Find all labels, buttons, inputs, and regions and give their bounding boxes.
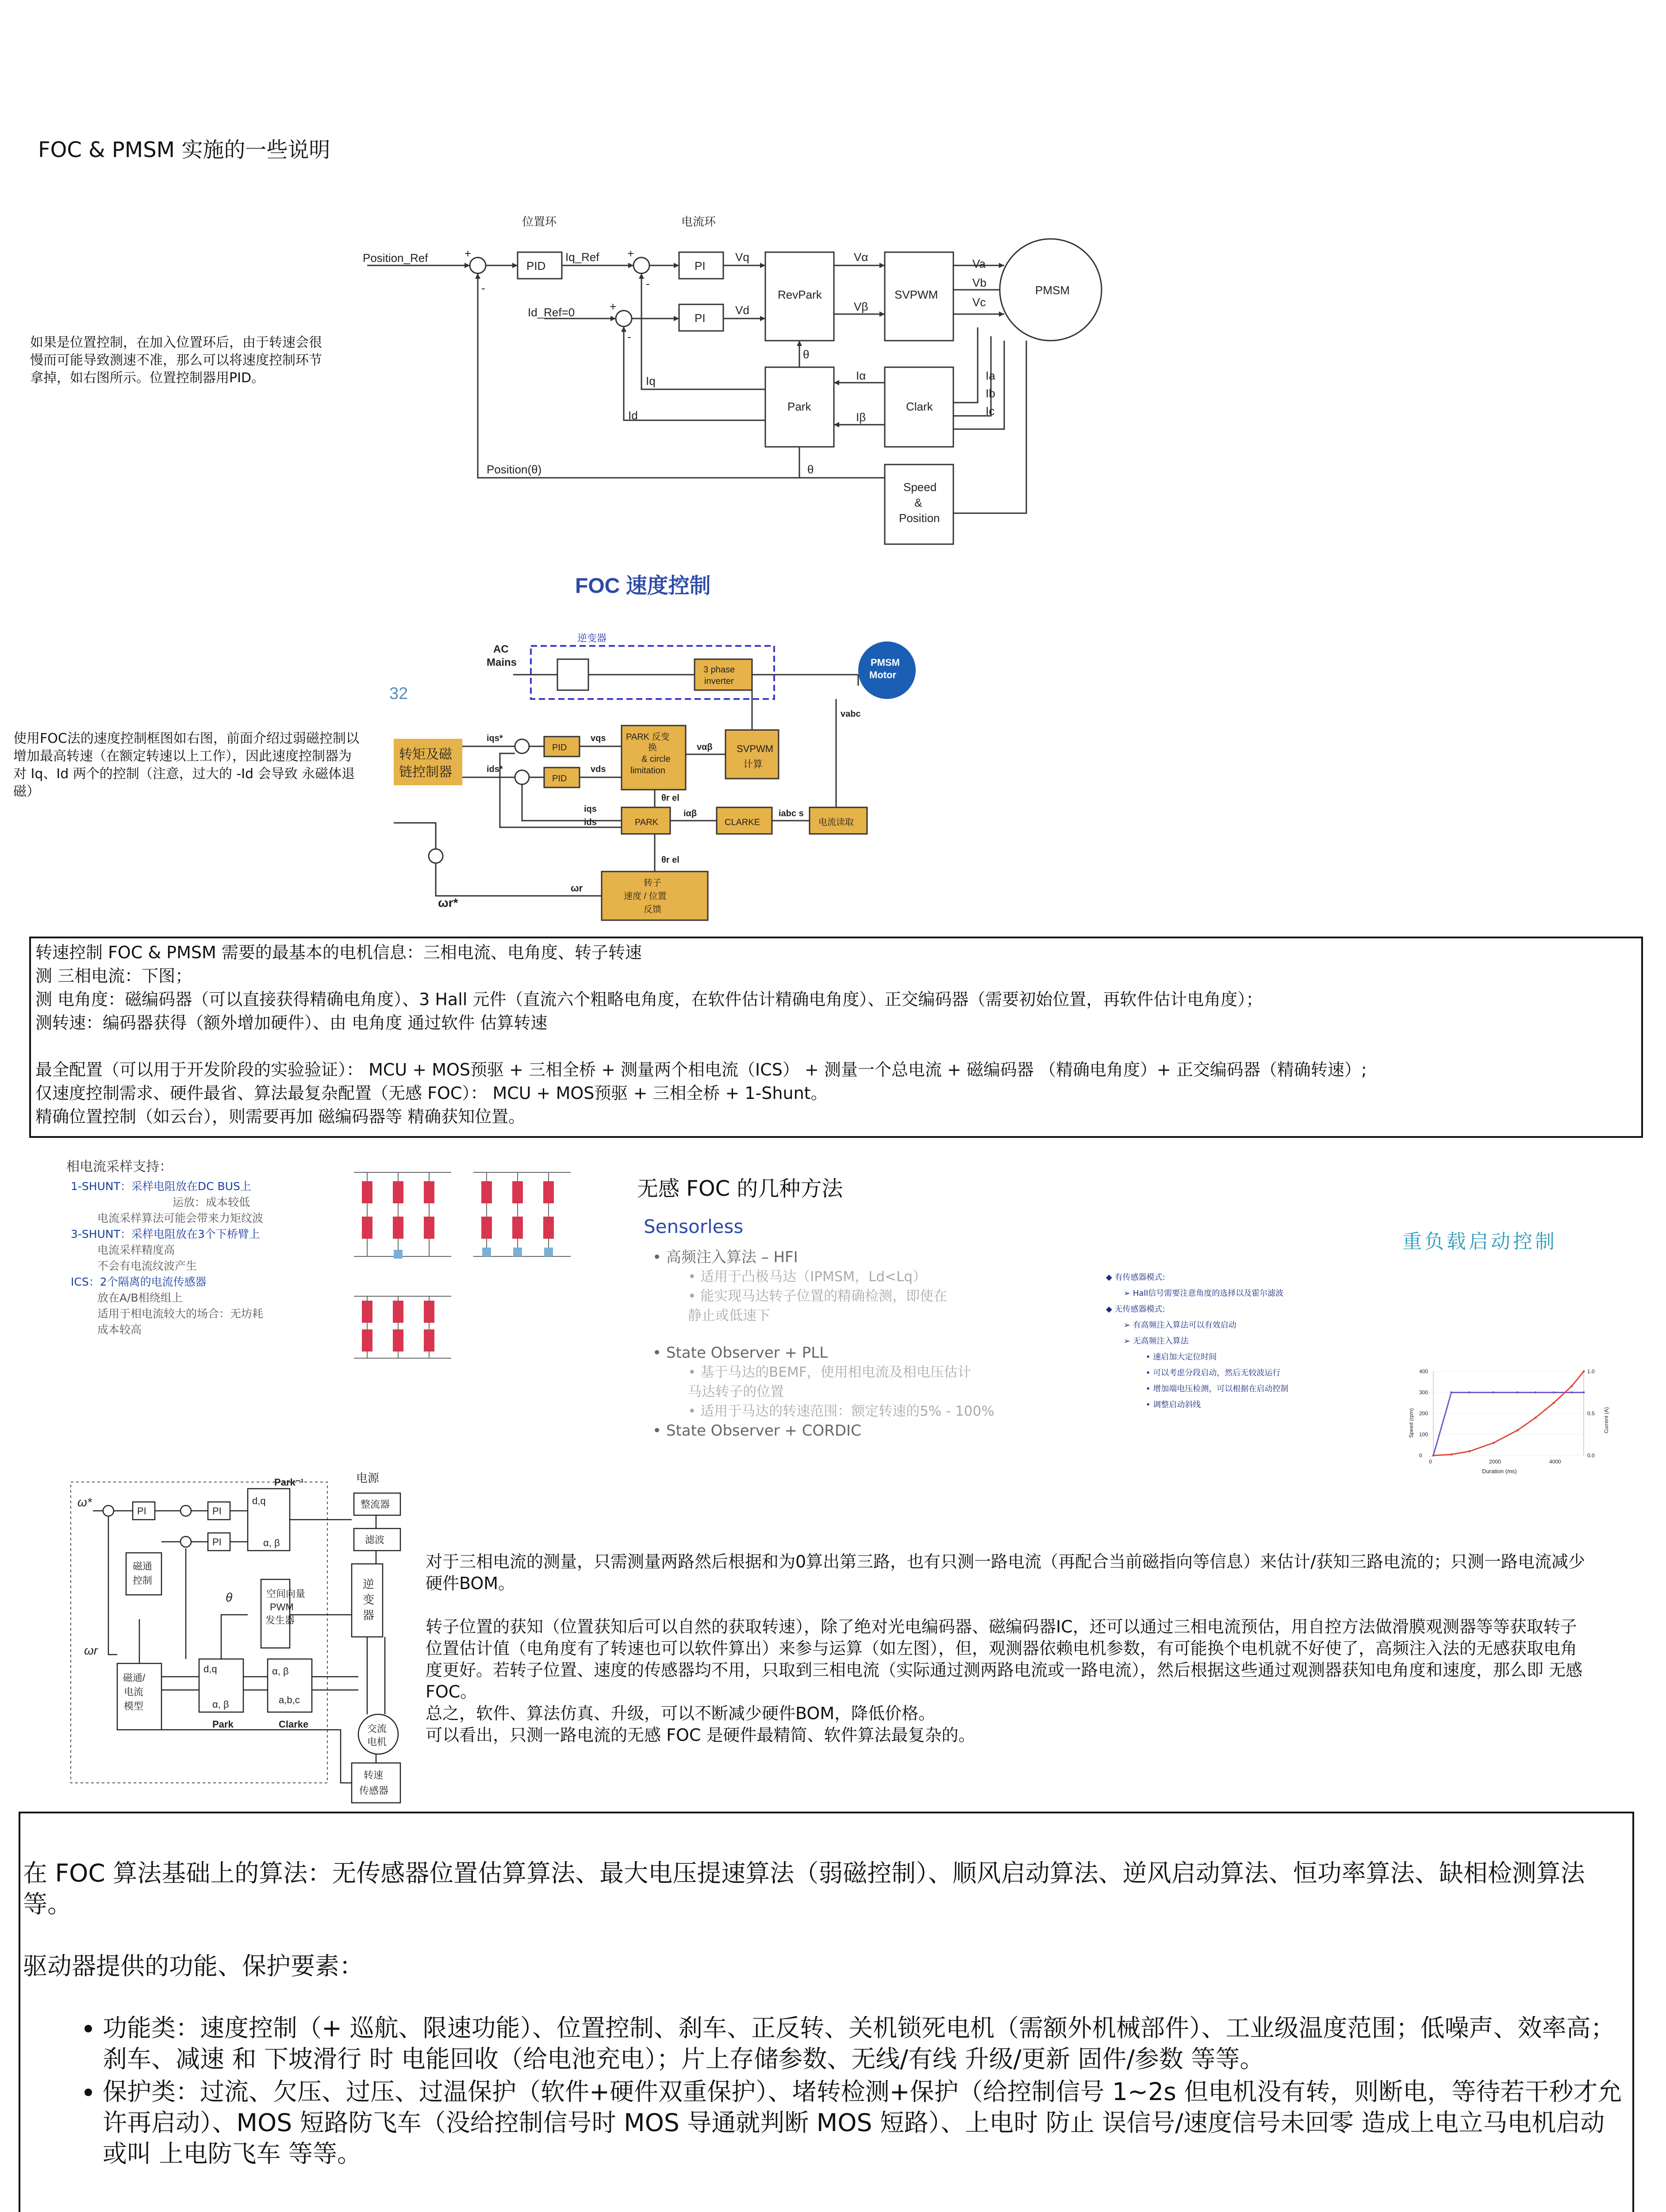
chart-point: [1516, 1391, 1519, 1394]
chart-point: [1535, 1417, 1537, 1419]
label-i-beta: Iβ: [856, 411, 866, 424]
label-iq-ref: Iq_Ref: [565, 250, 599, 264]
heavy-load-title: 重负载启动控制: [1402, 1230, 1557, 1253]
box-svpwm-2: PWM: [270, 1601, 294, 1613]
rotor-fb-3: 反馈: [644, 905, 661, 914]
heavy-line-1: ➢ Hall信号需要注意角度的选择以及霍尔滤波: [1124, 1289, 1284, 1298]
label-abc: a,b,c: [279, 1694, 300, 1705]
label-ids-star: ids*: [487, 764, 503, 774]
sensorless-heading: 无感 FOC 的几种方法: [637, 1176, 843, 1201]
label-i-ab: iαβ: [683, 809, 697, 818]
sign-minus-3: -: [627, 330, 631, 343]
para3-line-4: 可以看出，只测一路电流的无感 FOC 是硬件最精简、软件算法最复杂的。: [426, 1725, 975, 1745]
logo-stub: 32: [389, 684, 408, 703]
box-revpark: RevPark: [778, 288, 822, 301]
pmsm-motor: PMSM: [1035, 284, 1070, 297]
motor-control-block-diagram: [66, 1469, 411, 1796]
box-pid-q: PID: [552, 743, 567, 753]
chart-ylabel-left: Speed (rpm): [1408, 1408, 1414, 1438]
box-pi-3: PI: [212, 1536, 222, 1548]
chart-point: [1468, 1391, 1470, 1394]
sign-plus-2: +: [627, 247, 634, 260]
label-omega-r-star: ωr*: [438, 896, 458, 910]
sampling-item-8: 适用于相电流较大的场合：无坊耗: [97, 1307, 264, 1320]
sampling-item-6: ICS：2个隔离的电流传感器: [71, 1275, 207, 1288]
chart-point: [1553, 1402, 1555, 1404]
speed-sensor-1: 转速: [364, 1770, 384, 1781]
heavy-line-0: ◆ 有传感器模式:: [1106, 1273, 1165, 1282]
box-park-inv-1: PARK 反变: [626, 732, 670, 742]
box1-line-2: 测 电角度：磁编码器（可以直接获得精确电角度）、3 Hall 元件（直流六个粗略电角度，在软件估计精确电角度）、正交编码器（需要初始位置，再软件估计电角度）；: [35, 990, 1263, 1009]
sampling-item-4: 电流采样精度高: [97, 1244, 175, 1256]
box-3phase-1: 3 phase: [703, 665, 735, 675]
label-theta: θ: [803, 348, 810, 361]
heavy-load-list: [1106, 1270, 1371, 1413]
label-ab-3: α, β: [272, 1666, 289, 1677]
label-omega: ω*: [77, 1495, 92, 1509]
pmsm-motor-1: PMSM: [871, 657, 900, 668]
box1-line-6: 仅速度控制需求、硬件最省、算法最复杂配置（无感 FOC）： MCU + MOS预驱 + 三相全桥 + 1-Shunt。: [35, 1083, 828, 1103]
startup-chart: [1407, 1363, 1615, 1478]
box-park: Park: [787, 400, 811, 413]
box-park-inv-3: & circle: [641, 754, 671, 764]
box-park: PARK: [635, 818, 658, 827]
box-flux-model-1: 磁通/: [123, 1672, 146, 1683]
label-park-inv: Park⁻¹: [274, 1477, 304, 1488]
box2-bullet-functions: • 功能类：速度控制（+ 巡航、限速功能）、位置控制、刹车、正反转、关机锁死电机（需额外机械部件）、工业级温度范围；低噪声、效率高；刹车、减速 和 下坡滑行 时 电能回收（给电池充电）；片上存储参数、无线/有线 升级/更新 固件/参数 等等。: [103, 2012, 1630, 2074]
box-speed-1: Speed: [903, 480, 937, 494]
label-ib: Ib: [986, 387, 995, 400]
label-vq: Vq: [735, 250, 749, 264]
label-clarke: Clarke: [279, 1719, 309, 1730]
box-svpwm-2: 计算: [743, 759, 763, 770]
heavy-line-3: ➢ 有高频注入算法可以有效启动: [1124, 1321, 1236, 1330]
label-theta-el-2: θr el: [661, 855, 679, 865]
label-iabcs: iabc s: [779, 809, 804, 818]
sampling-item-2: 电流采样算法可能会带来力矩纹波: [97, 1212, 264, 1225]
chart-x-tick: 2000: [1489, 1459, 1501, 1465]
box1-line-7: 精确位置控制（如云台），则需要再加 磁编码器等 精确获知位置。: [35, 1107, 526, 1126]
chart-y-tick-left: 300: [1419, 1389, 1428, 1396]
sampling-panel: [66, 1159, 341, 1338]
box-3phase-2: inverter: [704, 676, 734, 686]
shunt-bridge-schematics: [349, 1168, 580, 1363]
page-title: FOC & PMSM 实施的一些说明: [38, 138, 330, 162]
box2-bullet-protection: • 保护类：过流、欠压、过压、过温保护（软件+硬件双重保护）、堵转检测+保护（给控制信号 1~2s 但电机没有转，则断电，等待若干秒才允许再启动）、MOS 短路防飞车（没给控制信号时 MOS 导通就判断 MOS 短路）、上电时 防止 误信号/速度信号未回零 造成上电立马电机启动 或叫 上电防飞车 等等。: [103, 2076, 1630, 2169]
chart-y-tick-right: 0.0: [1587, 1452, 1595, 1459]
sensorless-item-3: • State Observer + PLL: [653, 1344, 828, 1362]
sign-minus-1: -: [481, 281, 485, 295]
label-theta-el: θr el: [661, 793, 679, 803]
chart-point: [1468, 1450, 1470, 1452]
label-ids: ids: [584, 818, 597, 827]
box-svpwm-1: SVPWM: [737, 743, 774, 754]
sensorless-item-1: • 适用于凸极马达（IPMSM，Ld<Lq）: [688, 1269, 927, 1285]
box-park-inv-4: limitation: [630, 766, 665, 776]
sampling-item-0: 1-SHUNT：采样电阻放在DC BUS上: [71, 1180, 251, 1193]
chart-point: [1570, 1391, 1573, 1394]
heavy-line-6: • 可以考虑分段启动，然后无较波运行: [1146, 1368, 1281, 1378]
chart-point: [1553, 1391, 1555, 1394]
heavy-line-5: • 速启加大定位时间: [1146, 1352, 1217, 1362]
basic-info-box: [29, 937, 1643, 1138]
pmsm-motor-2: Motor: [869, 669, 897, 680]
foc-speed-control-diagram: [389, 571, 929, 925]
box-pid-d: PID: [552, 774, 567, 783]
box-pi-d: PI: [695, 311, 706, 325]
chart-point: [1432, 1455, 1435, 1457]
sampling-title: 相电流采样支持：: [66, 1159, 173, 1175]
label-position-theta: Position(θ): [487, 463, 542, 476]
sign-plus-3: +: [610, 300, 617, 313]
sign-plus-1: +: [464, 247, 472, 260]
box-svpwm: SVPWM: [894, 288, 938, 301]
box-pi-q: PI: [695, 259, 706, 273]
chart-point: [1583, 1371, 1585, 1373]
box-current-read: 电流读取: [818, 818, 854, 827]
label-current-loop: 电流环: [681, 215, 716, 228]
box-inverter-3: 器: [363, 1609, 375, 1622]
box-speed-2: &: [914, 496, 922, 509]
sensorless-item-2: • 能实现马达转子位置的精确检测，即使在 静止或低速下: [688, 1288, 948, 1324]
chart-point: [1493, 1442, 1495, 1444]
sensorless-list: [653, 1248, 1095, 1440]
label-vb: Vb: [972, 276, 987, 289]
label-iqs-star: iqs*: [487, 733, 503, 743]
heavy-line-8: • 调整启动斜线: [1146, 1400, 1201, 1409]
sampling-item-7: 放在A/B相绕组上: [97, 1291, 183, 1304]
chart-ylabel-right: Current (A): [1603, 1407, 1609, 1433]
note-foc-speed: 使用FOC法的速度控制框图如右图，前面介绍过弱磁控制以增加最高转速（在额定转速以上工作），因此速度控制器为对 Iq、Id 两个的控制（注意，过大的 -Id 会导致 永磁体退磁）: [13, 731, 359, 799]
label-vd: Vd: [735, 303, 749, 317]
algorithms-box: [19, 1812, 1634, 2212]
chart-point: [1450, 1391, 1452, 1394]
para3-line-0: 对于三相电流的测量，只需测量两路然后根据和为0算出第三路，也有只测一路电流（再配合当前磁指向等信息）来估计/获知三路电流的；只测一路电流减少硬件BOM。: [426, 1552, 1585, 1593]
box-pid: PID: [526, 259, 546, 273]
label-vqs: vqs: [591, 733, 606, 743]
box-inverter-2: 变: [363, 1593, 375, 1606]
label-park: Park: [212, 1719, 234, 1730]
chart-xlabel: Duration (ms): [1482, 1468, 1517, 1475]
box-svpwm-3: 发生器: [265, 1615, 295, 1626]
chart-point: [1516, 1429, 1519, 1432]
label-id-ref: Id_Ref=0: [528, 306, 575, 319]
box-flux-ctrl-2: 控制: [133, 1575, 153, 1586]
box1-gap: [35, 1035, 1637, 1058]
label-v-beta: Vβ: [854, 300, 868, 313]
box-filter: 滤波: [365, 1534, 385, 1545]
measurement-notes: [426, 1551, 1593, 1746]
label-power: 电源: [356, 1471, 380, 1485]
rotor-fb-2: 速度 / 位置: [624, 891, 667, 901]
sensorless-item-5: • 适用于马达的转速范围：额定转速的5% - 100%: [688, 1403, 994, 1419]
sampling-item-5: 不会有电流纹波产生: [97, 1260, 197, 1272]
box-rectifier: 整流器: [361, 1499, 390, 1510]
diagram-title: FOC 速度控制: [575, 574, 711, 598]
para3-line-2: 转子位置的获知（位置获知后可以自然的获取转速），除了绝对光电编码器、磁编码器IC，还可以通过三相电流预估，用自控方法做滑膜观测器等等获取转子位置估计值（电角度有了转速也可以软件算出）来参与运算（如左图），但，观测器依赖电机参数，有可能换个电机就不好使了，高频注入法的无感获取电角度更好。若转子位置、速度的传感器均不用，只取到三相电流（实际通过测两路电流或一路电流），然后根据这些通过观测器获知电角度和速度，那么即 无感 FOC。: [426, 1617, 1583, 1701]
sensorless-sub: Sensorless: [644, 1216, 744, 1237]
box-pi-2: PI: [212, 1505, 222, 1517]
chart-point: [1583, 1391, 1585, 1394]
torque-ctrl-2: 链控制器: [399, 765, 452, 780]
sampling-item-9: 成本较高: [97, 1323, 142, 1336]
chart-y-tick-right: 0.5: [1587, 1410, 1595, 1417]
box-speed-3: Position: [899, 511, 940, 525]
box1-line-3: 测转速：编码器获得（额外增加硬件）、由 电角度 通过软件 估算转速: [35, 1013, 548, 1033]
label-inverter: 逆变器: [577, 633, 607, 644]
motor-1: 交流: [367, 1723, 387, 1734]
heavy-line-2: ◆ 无传感器模式:: [1106, 1305, 1165, 1314]
label-ab-2: α, β: [212, 1699, 229, 1710]
label-v-alpha: Vα: [854, 250, 868, 264]
label-va: Va: [972, 257, 986, 270]
label-theta-2: θ: [807, 463, 814, 476]
label-theta: θ: [226, 1590, 233, 1604]
label-iqs: iqs: [584, 804, 597, 814]
chart-y-tick-right: 1.0: [1587, 1368, 1595, 1375]
chart-x-tick: 0: [1429, 1459, 1432, 1465]
sampling-item-1: 运放：成本较低: [173, 1196, 250, 1209]
para3-line-3: 总之，软件、算法仿真、升级，可以不断减少硬件BOM，降低价格。: [426, 1704, 936, 1723]
label-ac-mains-2: Mains: [487, 657, 517, 668]
sensorless-item-6: • State Observer + CORDIC: [653, 1422, 861, 1440]
label-ia: Ia: [986, 369, 995, 382]
sign-minus-2: -: [646, 277, 650, 290]
sampling-item-3: 3-SHUNT：采样电阻放在3个下桥臂上: [71, 1228, 260, 1240]
box-pi-1: PI: [137, 1505, 146, 1517]
rotor-fb-1: 转子: [644, 878, 661, 888]
label-dq-2: d,q: [203, 1663, 217, 1674]
box2-p2: 驱动器提供的功能、保护要素：: [23, 1952, 364, 1980]
box-flux-model-2: 电流: [124, 1686, 144, 1697]
label-vds: vds: [591, 764, 606, 774]
chart-point: [1493, 1391, 1495, 1394]
chart-x-tick: 4000: [1549, 1459, 1561, 1465]
box2-p1: 在 FOC 算法基础上的算法：无传感器位置估算算法、最大电压提速算法（弱磁控制）、顺风启动算法、逆风启动算法、恒功率算法、缺相检测算法等。: [23, 1859, 1585, 1918]
box-flux-ctrl-1: 磁通: [133, 1561, 153, 1572]
box2-bullets: [23, 2012, 1630, 2169]
torque-ctrl-1: 转矩及磁: [399, 747, 452, 762]
chart-point: [1450, 1453, 1452, 1455]
label-position-ref: Position_Ref: [363, 251, 428, 265]
heavy-line-7: • 增加端电压检测，可以根据在启动控制: [1146, 1384, 1289, 1394]
label-vabc: vabc: [841, 709, 861, 719]
position-loop-diagram: [354, 208, 1088, 553]
heavy-line-4: ➢ 无高频注入算法: [1124, 1336, 1189, 1346]
label-id: Id: [628, 409, 638, 422]
box-svpwm-1: 空间向量: [266, 1588, 306, 1599]
note-position-control: 如果是位置控制，在加入位置环后，由于转速会很慢而可能导致测速不准，那么可以将速度控制环节拿掉，如右图所示。位置控制器用PID。: [30, 335, 322, 386]
box1-line-5: 最全配置（可以用于开发阶段的实验验证）： MCU + MOS预驱 + 三相全桥 + 测量两个相电流（ICS） + 测量一个总电流 + 磁编码器 （精确电角度）+ 正交编码器（精确转速）;: [35, 1060, 1367, 1079]
label-position-loop: 位置环: [522, 215, 557, 228]
label-dq-1: d,q: [252, 1495, 266, 1506]
motor-2: 电机: [367, 1736, 387, 1747]
chart-point: [1570, 1385, 1573, 1387]
box-clarke: CLARKE: [725, 818, 760, 827]
box-park-inv-2: 换: [648, 743, 657, 753]
box1-line-0: 转速控制 FOC & PMSM 需要的最基本的电机信息：三相电流、电角度、转子转速: [35, 943, 642, 962]
sensorless-item-0: • 高频注入算法 – HFI: [653, 1248, 798, 1266]
label-vc: Vc: [972, 296, 986, 309]
label-omega-r: ωr: [571, 883, 583, 894]
label-v-ab: vαβ: [697, 742, 713, 752]
label-ic: Ic: [986, 404, 995, 418]
chart-point: [1535, 1391, 1537, 1394]
box-flux-model-3: 模型: [124, 1701, 144, 1712]
label-iq: Iq: [646, 374, 656, 388]
sensorless-item-4: • 基于马达的BEMF，使用相电流及相电压估计 马达转子的位置: [688, 1364, 971, 1400]
box-clark: Clark: [906, 400, 933, 413]
label-ac-mains-1: AC: [493, 643, 509, 655]
label-i-alpha: Iα: [856, 369, 866, 382]
box-inverter-1: 逆: [363, 1578, 375, 1591]
speed-sensor-2: 传感器: [359, 1785, 389, 1796]
chart-y-tick-left: 0: [1419, 1452, 1422, 1459]
chart-y-tick-left: 200: [1419, 1410, 1428, 1417]
chart-y-tick-left: 100: [1419, 1431, 1428, 1438]
chart-y-tick-left: 400: [1419, 1368, 1428, 1375]
box1-line-1: 测 三相电流：下图；: [35, 966, 192, 986]
label-omega-r: ωr: [84, 1644, 98, 1657]
label-ab-1: α, β: [263, 1537, 280, 1548]
para3-gap: [426, 1594, 1593, 1616]
